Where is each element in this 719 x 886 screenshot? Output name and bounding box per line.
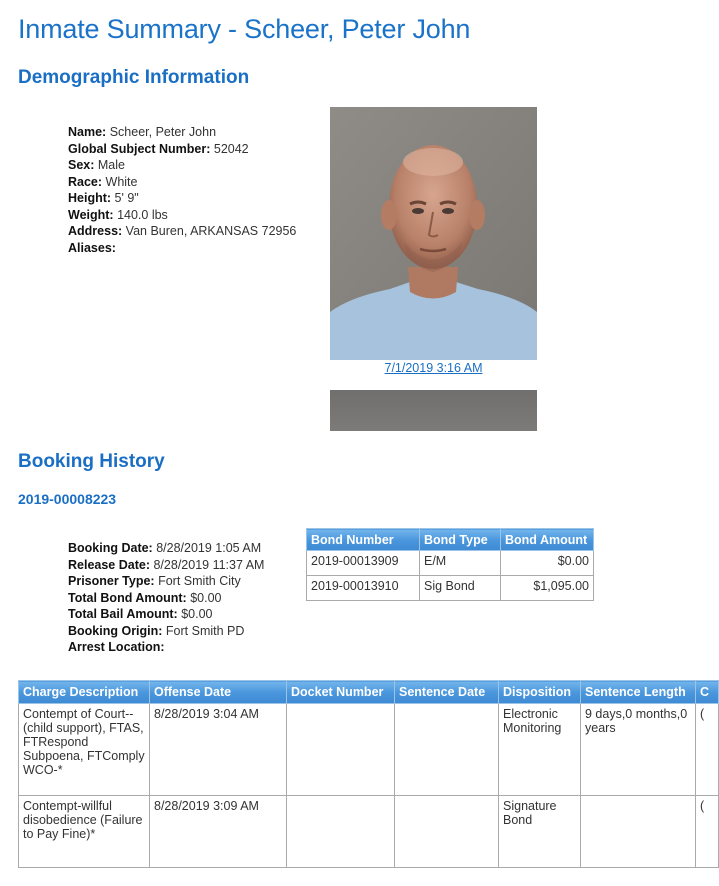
disposition-cell: Electronic Monitoring — [499, 704, 581, 796]
field-prisoner-type: Prisoner Type: Fort Smith City — [68, 574, 241, 588]
booking-fields — [68, 540, 264, 656]
field-release-date: Release Date: 8/28/2019 11:37 AM — [68, 557, 265, 572]
bond-table — [306, 528, 594, 601]
bond-type-cell: E/M — [420, 551, 501, 576]
bond-number-cell: 2019-00013909 — [307, 551, 420, 576]
bond-amount-header[interactable]: Bond Amount — [501, 529, 594, 551]
secondary-photo[interactable] — [330, 390, 537, 431]
table-row — [307, 576, 594, 601]
field-total-bond-amount: Total Bond Amount: $0.00 — [68, 590, 222, 605]
table-row — [19, 704, 719, 796]
offense-date-cell: 8/28/2019 3:04 AM — [150, 704, 287, 796]
truncated-column-cell: ( — [696, 704, 719, 796]
sentence-length-cell — [581, 796, 696, 868]
field-race: Race: White — [68, 174, 138, 189]
photo-date-link[interactable]: 7/1/2019 3:16 AM — [384, 361, 483, 375]
table-row — [19, 796, 719, 868]
offense-date-cell: 8/28/2019 3:09 AM — [150, 796, 287, 868]
booking-number[interactable]: 2019-00008223 — [18, 491, 117, 507]
page-title: Inmate Summary - Scheer, Peter John — [18, 14, 471, 44]
bond-amount-cell: $1,095.00 — [501, 576, 594, 601]
field-booking-origin: Booking Origin: Fort Smith PD — [68, 623, 245, 638]
mugshot-photo[interactable] — [330, 107, 537, 360]
field-address: Address: Van Buren, ARKANSAS 72956 — [68, 224, 297, 238]
demographic-heading: Demographic Information — [18, 67, 250, 88]
field-total-bail-amount: Total Bail Amount: $0.00 — [68, 607, 213, 621]
field-name: Name: Scheer, Peter John — [68, 125, 217, 139]
offense-date-header[interactable]: Offense Date — [150, 681, 287, 704]
field-arrest-location: Arrest Location: — [68, 640, 165, 654]
charge-description-cell: Contempt of Court--(child support), FTAS, FTRespond Subpoena, FTComply WCO-* — [19, 704, 150, 796]
charges-table-container — [18, 680, 710, 870]
sentence-date-cell — [395, 704, 499, 796]
demographic-fields — [68, 124, 296, 256]
field-weight: Weight: 140.0 lbs — [68, 207, 168, 222]
docket-number-cell — [287, 704, 395, 796]
bond-header-row — [307, 529, 594, 551]
bond-amount-cell: $0.00 — [501, 551, 594, 576]
docket-number-header[interactable]: Docket Number — [287, 681, 395, 704]
docket-number-cell — [287, 796, 395, 868]
bond-number-cell: 2019-00013910 — [307, 576, 420, 601]
field-height: Height: 5' 9" — [68, 191, 139, 205]
field-global-subject-number: Global Subject Number: 52042 — [68, 141, 249, 156]
truncated-column-header[interactable]: C — [696, 681, 719, 704]
bond-type-cell: Sig Bond — [420, 576, 501, 601]
disposition-cell: Signature Bond — [499, 796, 581, 868]
sentence-length-cell: 9 days,0 months,0 years — [581, 704, 696, 796]
bond-number-header[interactable]: Bond Number — [307, 529, 420, 551]
field-aliases: Aliases: — [68, 240, 116, 255]
charges-header-row — [19, 681, 719, 704]
bond-type-header[interactable]: Bond Type — [420, 529, 501, 551]
charge-description-cell: Contempt-willful disobedience (Failure to Pay Fine)* — [19, 796, 150, 868]
field-booking-date: Booking Date: 8/28/2019 1:05 AM — [68, 541, 262, 555]
sentence-length-header[interactable]: Sentence Length — [581, 681, 696, 704]
disposition-header[interactable]: Disposition — [499, 681, 581, 704]
table-row — [307, 551, 594, 576]
sentence-date-cell — [395, 796, 499, 868]
sentence-date-header[interactable]: Sentence Date — [395, 681, 499, 704]
charge-description-header[interactable]: Charge Description — [19, 681, 150, 704]
charges-table — [18, 680, 719, 868]
booking-history-heading: Booking History — [18, 451, 165, 472]
field-sex: Sex: Male — [68, 158, 125, 172]
truncated-column-cell: ( — [696, 796, 719, 868]
